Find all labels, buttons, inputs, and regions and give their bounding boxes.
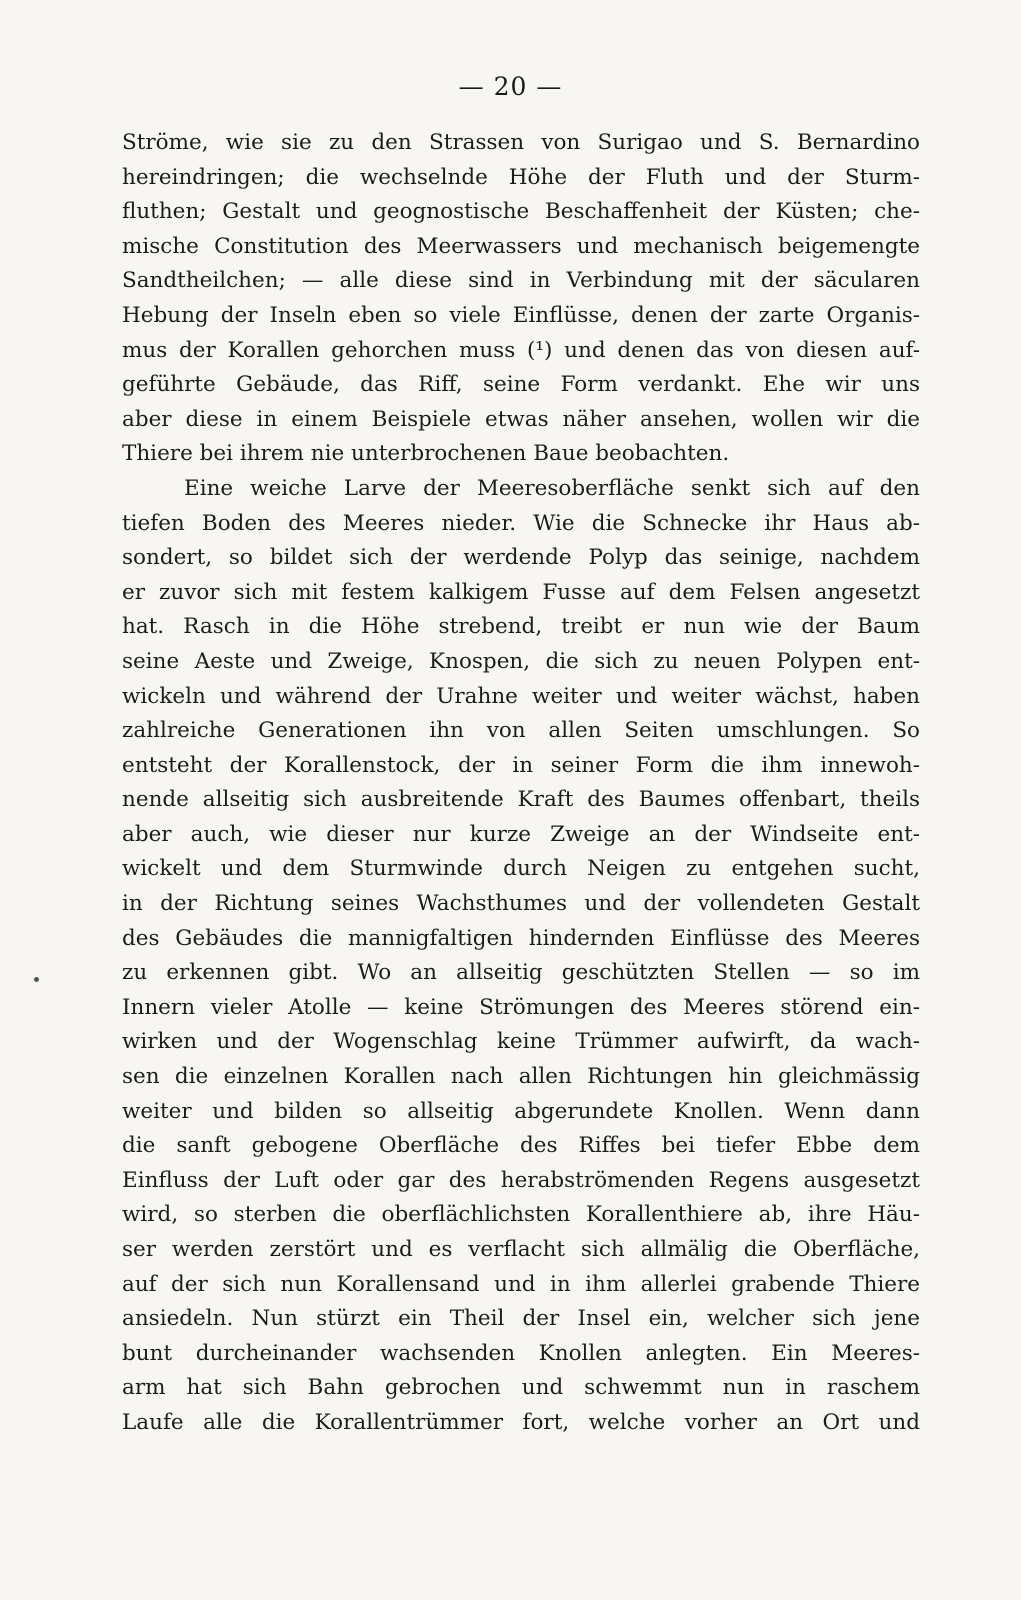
text-line: geführte Gebäude, das Riff, seine Form verdankt. Ehe wir uns [122, 372, 920, 398]
text-line: entsteht der Korallenstock, der in seiner Form die ihm innewoh- [122, 752, 920, 778]
text-line: bunt durcheinander wachsenden Knollen anlegten. Ein Meeres- [122, 1340, 920, 1366]
text-line: fluthen; Gestalt und geognostische Beschaffenheit der Küsten; che- [122, 199, 920, 225]
text-line: zahlreiche Generationen ihn von allen Seiten umschlungen. So [122, 718, 920, 744]
text-line: Laufe alle die Korallentrümmer fort, welche vorher an Ort und [122, 1409, 920, 1435]
text-line: Eine weiche Larve der Meeresoberfläche senkt sich auf den [184, 475, 920, 501]
text-line: tiefen Boden des Meeres nieder. Wie die Schnecke ihr Haus ab- [122, 510, 920, 536]
text-line: nende allseitig sich ausbreitende Kraft des Baumes offenbart, theils [122, 787, 920, 813]
paragraph-2 [122, 472, 920, 1441]
text-line: sondert, so bildet sich der werdende Polyp das seinige, nachdem [122, 545, 920, 571]
text-line: hat. Rasch in die Höhe strebend, treibt er nun wie der Baum [122, 614, 920, 640]
text-line: mische Constitution des Meerwassers und mechanisch beigemengte [122, 233, 920, 259]
text-line: Einfluss der Luft oder gar des herabströmenden Regens ausgesetzt [122, 1167, 920, 1193]
page-number: — 20 — [458, 72, 563, 101]
text-line: wirken und der Wogenschlag keine Trümmer aufwirft, da wach- [122, 1029, 920, 1055]
text-line: Ströme, wie sie zu den Strassen von Surigao und S. Bernardino [122, 130, 920, 155]
text-line: er zuvor sich mit festem kalkigem Fusse auf dem Felsen angesetzt [122, 579, 920, 605]
text-line: des Gebäudes die mannigfaltigen hindernden Einflüsse des Meeres [122, 925, 920, 951]
text-line: mus der Korallen gehorchen muss (¹) und denen das von diesen auf- [122, 337, 920, 363]
text-line: Innern vieler Atolle — keine Strömungen des Meeres störend ein- [122, 994, 920, 1020]
text-line: Sandtheilchen; — alle diese sind in Verbindung mit der säcularen [122, 268, 920, 294]
text-line: Thiere bei ihrem nie unterbrochenen Baue beobachten. [122, 441, 730, 467]
text-line: sen die einzelnen Korallen nach allen Richtungen hin gleichmässig [122, 1064, 920, 1090]
text-line: zu erkennen gibt. Wo an allseitig geschützten Stellen — so im [122, 960, 920, 986]
paragraph-1 [122, 126, 920, 472]
text-line: hereindringen; die wechselnde Höhe der Fluth und der Sturm- [122, 164, 920, 190]
text-line: wickelt und dem Sturmwinde durch Neigen zu entgehen sucht, [122, 856, 920, 882]
text-line: ansiedeln. Nun stürzt ein Theil der Insel ein, welcher sich jene [122, 1306, 920, 1332]
text-line: arm hat sich Bahn gebrochen und schwemmt nun in raschem [122, 1375, 920, 1401]
text-line: aber diese in einem Beispiele etwas näher ansehen, wollen wir die [122, 406, 920, 432]
text-line: die sanft gebogene Oberfläche des Riffes bei tiefer Ebbe dem [122, 1133, 920, 1159]
text-line: wird, so sterben die oberflächlichsten Korallenthiere ab, ihre Häu- [122, 1202, 920, 1228]
text-line: Hebung der Inseln eben so viele Einflüsse, denen der zarte Organis- [122, 302, 920, 328]
text-line: ser werden zerstört und es verflacht sich allmälig die Oberfläche, [122, 1237, 920, 1262]
text-line: wickeln und während der Urahne weiter und weiter wächst, haben [122, 683, 920, 709]
margin-speck [34, 977, 39, 982]
text-line: in der Richtung seines Wachsthumes und der vollendeten Gestalt [122, 891, 920, 917]
body-text [122, 126, 920, 1441]
text-line: weiter und bilden so allseitig abgerundete Knollen. Wenn dann [122, 1098, 920, 1124]
text-line: seine Aeste und Zweige, Knospen, die sich zu neuen Polypen ent- [122, 648, 920, 674]
text-line: aber auch, wie dieser nur kurze Zweige an der Windseite ent- [122, 821, 920, 847]
text-line: auf der sich nun Korallensand und in ihm allerlei grabende Thiere [122, 1271, 920, 1297]
